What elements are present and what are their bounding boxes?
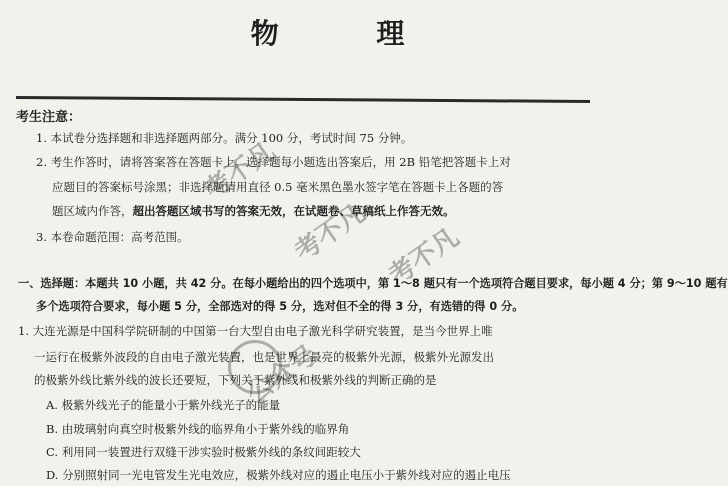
section-intro-c: 多个选项符合要求，每小题 5 分，全部选对的得 5 分，选对但不全的得 3 分，有选错的得 0 分。	[36, 300, 524, 313]
section-intro-b: 在每小题给出的四个选项中，第 1～8 题只有一个选项符合题目要求，每小题 4 分；第 9～10 题有	[232, 277, 728, 290]
notice-item-lead: 题区域内作答，	[52, 204, 133, 218]
question-stem: 1. 大连光源是中国科学院研制的中国第一台大型自由电子激光科学研究装置，是当今世界上唯	[18, 324, 493, 338]
section-intro-a: 一、选择题：本题共 10 小题，共 42 分。	[18, 277, 233, 290]
header-divider	[16, 96, 590, 103]
watermark-text: 考不凡	[289, 198, 371, 268]
question-stem: 的极紫外线比紫外线的波长还要短，下列关于紫外线和极紫外线的判断正确的是	[34, 373, 437, 387]
notice-item: 1. 本试卷分选择题和非选择题两部分。满分 100 分，考试时间 75 分钟。	[36, 131, 413, 145]
option-a: A. 极紫外线光子的能量小于紫外线光子的能量	[46, 398, 281, 412]
notice-item: 3. 本卷命题范围：高考范围。	[36, 230, 189, 244]
option-d: D. 分别照射同一光电管发生光电效应，极紫外线对应的遏止电压小于紫外线对应的遏止电压	[46, 468, 511, 482]
notice-emphasis: 超出答题区域书写的答案无效，在试题卷、草稿纸上作答无效。	[132, 204, 455, 218]
watermark-text: 考不凡	[199, 136, 281, 206]
watermark-text: 考不凡	[383, 222, 465, 292]
page-title: 物 理	[250, 17, 449, 50]
option-b: B. 由玻璃射向真空时极紫外线的临界角小于紫外线的临界角	[46, 422, 350, 436]
option-c: C. 利用同一装置进行双缝干涉实验时极紫外线的条纹间距较大	[46, 445, 361, 459]
notice-item: 应题目的答案标号涂黑；非选择题请用直径 0.5 毫米黑色墨水签字笔在答题卡上各题的答	[52, 180, 504, 194]
question-stem: 一运行在极紫外波段的自由电子激光装置，也是世界上最亮的极紫外光源，极紫外光源发出	[34, 350, 494, 364]
notice-item: 2. 考生作答时，请将答案答在答题卡上。选择题每小题选出答案后，用 2B 铅笔把答题卡上对	[36, 155, 511, 169]
notice-heading: 考生注意：	[16, 110, 82, 125]
watermark-text: 公众号	[241, 340, 323, 410]
section-intro	[18, 275, 728, 291]
notice-item	[52, 203, 455, 219]
